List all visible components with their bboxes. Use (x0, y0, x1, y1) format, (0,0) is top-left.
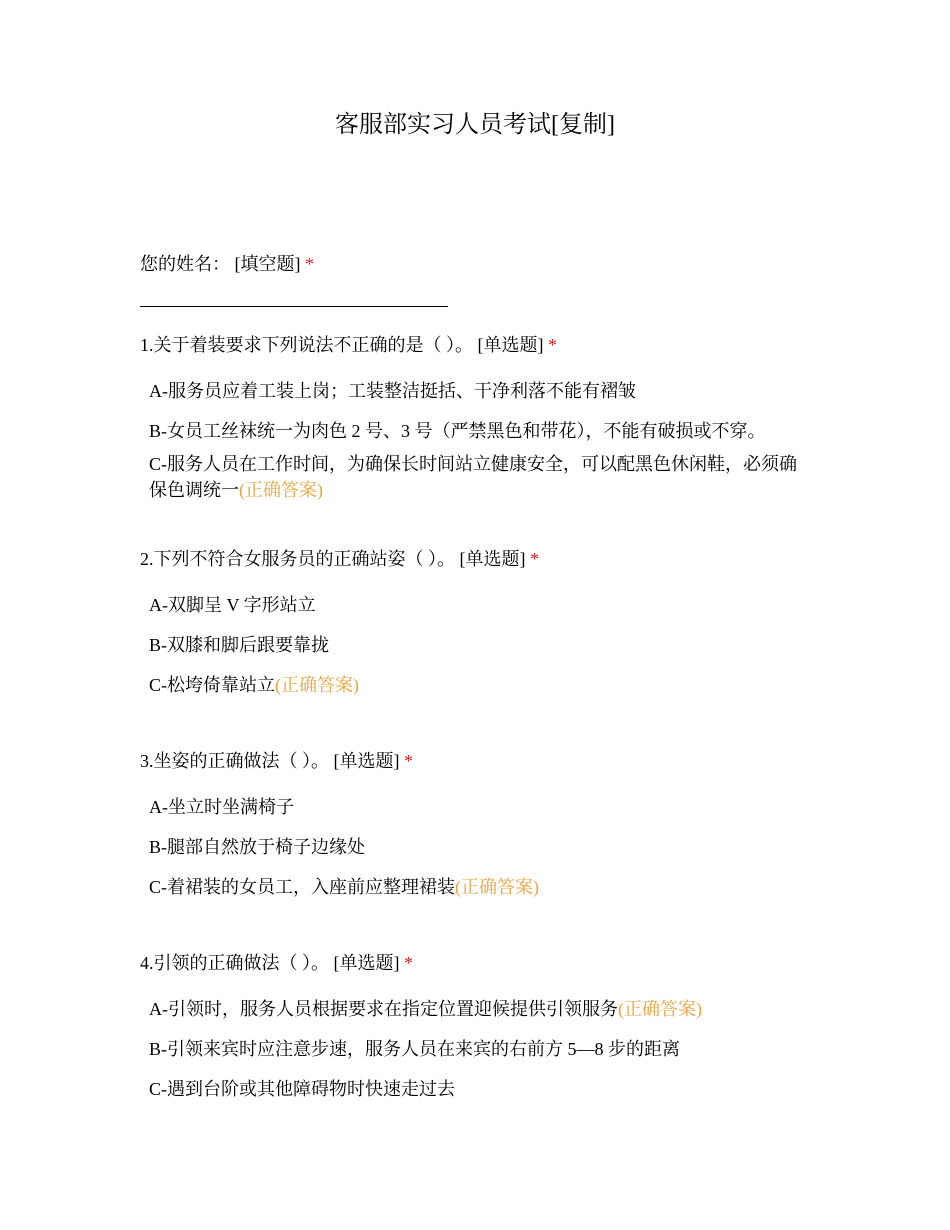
question-type: [单选题] (333, 953, 400, 973)
option-text: A-引领时，服务人员根据要求在指定位置迎候提供引领服务 (149, 999, 618, 1019)
question-2 (140, 546, 539, 572)
option-text: C-服务人员在工作时间，为确保长时间站立健康安全，可以配黑色休闲鞋，必须确保色调统一 (149, 454, 797, 500)
option-text: A-双脚呈 V 字形站立 (149, 595, 316, 615)
option-2-a[interactable] (149, 592, 316, 618)
question-type: [单选题] (333, 751, 400, 771)
question-type: [单选题] (477, 335, 544, 355)
option-text: B-女员工丝袜统一为肉色 2 号、3 号（严禁黑色和带花），不能有破损或不穿。 (149, 421, 766, 441)
question-text: 4.引领的正确做法（ ）。 (140, 953, 329, 973)
required-mark: * (530, 549, 539, 569)
option-text: B-双膝和脚后跟要靠拢 (149, 635, 329, 655)
option-2-b[interactable] (149, 632, 329, 658)
page-title: 客服部实习人员考试[复制] (335, 112, 615, 138)
correct-answer-marker: (正确答案) (455, 877, 539, 897)
option-text: C-松垮倚靠站立 (149, 675, 275, 695)
question-1 (140, 332, 557, 358)
option-1-c[interactable] (149, 451, 814, 503)
option-text: C-遇到台阶或其他障碍物时快速走过去 (149, 1079, 455, 1099)
name-input-line[interactable] (140, 306, 448, 307)
option-text: A-服务员应着工装上岗；工装整洁挺括、干净利落不能有褶皱 (149, 381, 636, 401)
name-question-label: 您的姓名： (140, 254, 230, 274)
required-mark: * (548, 335, 557, 355)
option-1-b[interactable] (149, 418, 766, 444)
correct-answer-marker: (正确答案) (239, 480, 323, 500)
option-3-c[interactable] (149, 874, 539, 900)
question-text: 1.关于着装要求下列说法不正确的是（ ）。 (140, 335, 473, 355)
correct-answer-marker: (正确答案) (618, 999, 702, 1019)
question-type: [填空题] (234, 254, 301, 274)
option-1-a[interactable] (149, 378, 636, 404)
option-text: C-着裙装的女员工，入座前应整理裙装 (149, 877, 455, 897)
required-mark: * (305, 254, 314, 274)
option-text: B-引领来宾时应注意步速，服务人员在来宾的右前方 5—8 步的距离 (149, 1039, 680, 1059)
option-4-b[interactable] (149, 1036, 680, 1062)
question-4 (140, 950, 413, 976)
option-3-b[interactable] (149, 834, 365, 860)
option-2-c[interactable] (149, 672, 359, 698)
option-text: B-腿部自然放于椅子边缘处 (149, 837, 365, 857)
required-mark: * (404, 751, 413, 771)
question-3 (140, 748, 413, 774)
question-type: [单选题] (459, 549, 526, 569)
option-3-a[interactable] (149, 794, 294, 820)
option-4-c[interactable] (149, 1076, 455, 1102)
option-text: A-坐立时坐满椅子 (149, 797, 294, 817)
correct-answer-marker: (正确答案) (275, 675, 359, 695)
option-4-a[interactable] (149, 996, 702, 1022)
name-question (140, 251, 314, 277)
required-mark: * (404, 953, 413, 973)
question-text: 2.下列不符合女服务员的正确站姿（ ）。 (140, 549, 455, 569)
question-text: 3.坐姿的正确做法（ ）。 (140, 751, 329, 771)
